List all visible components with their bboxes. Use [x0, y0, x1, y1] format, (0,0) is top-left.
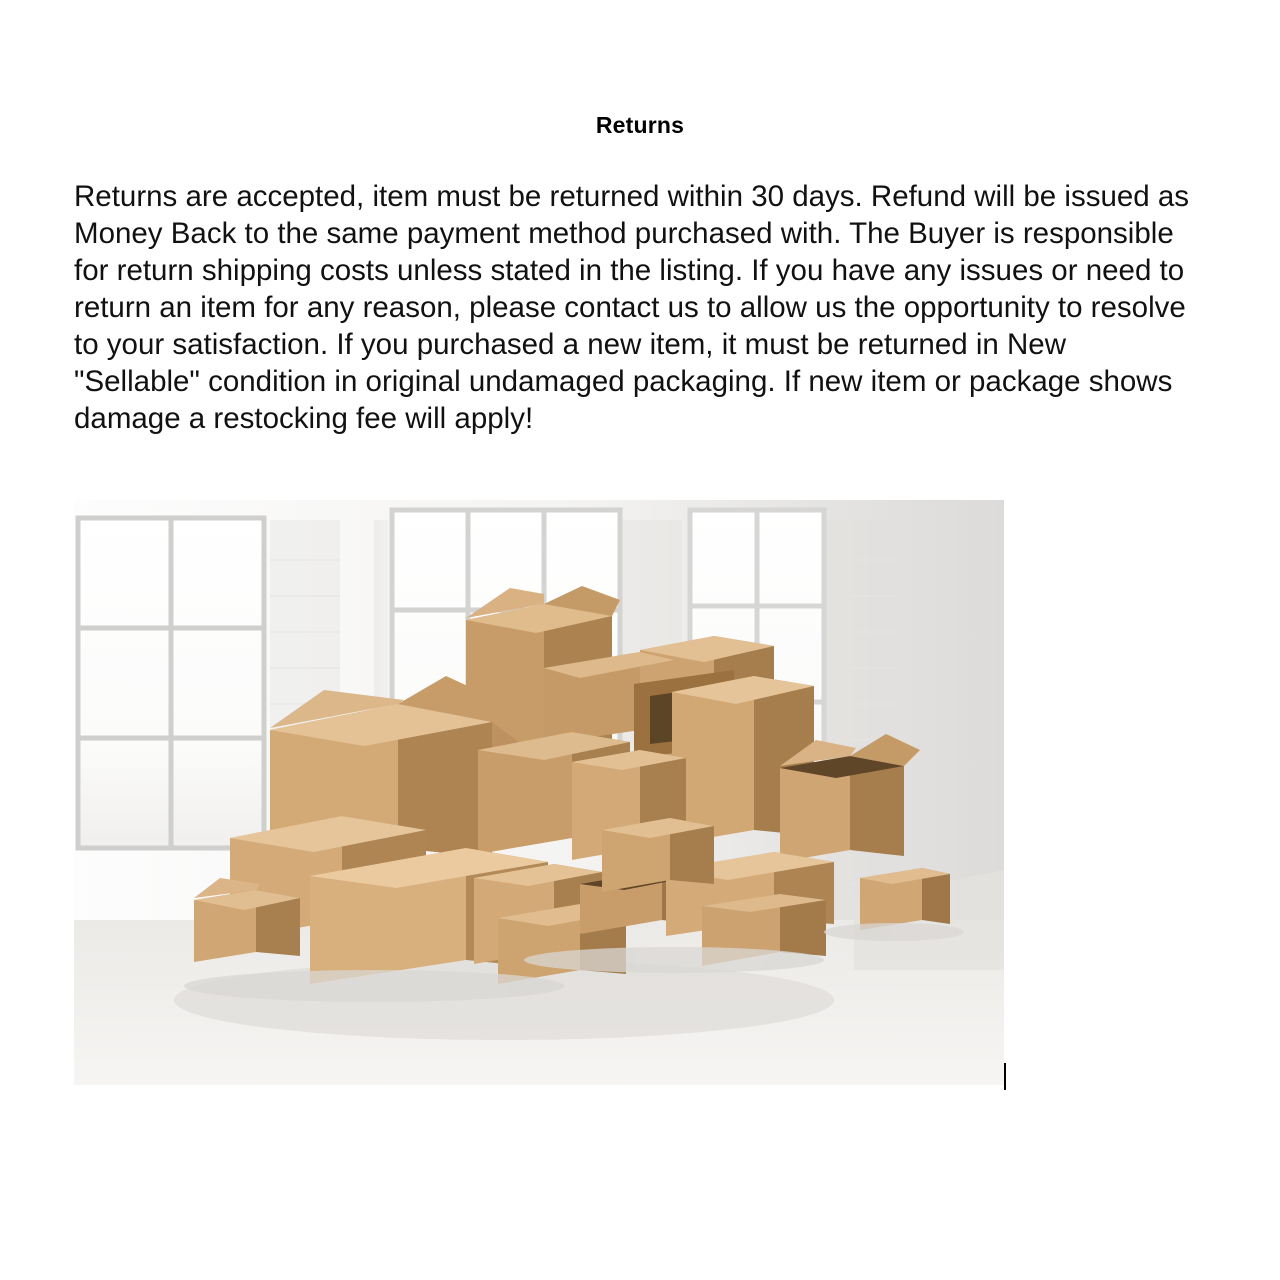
box-right-open [780, 734, 920, 862]
window-left [78, 518, 264, 848]
stack-of-cardboard-shipping-boxes-photo [74, 500, 1004, 1085]
page-title: Returns [595, 112, 685, 138]
returns-policy-paragraph: Returns are accepted, item must be returned within 30 days. Refund will be issued as Money Back to the same payment method purchased with. The Buyer is responsible for return shipping costs unless stated in the listing. If you have any issues or need to return an item for any reason, please contact us to allow us the opportunity to resolve to your satisfaction. If you purchased a new item, it must be returned in New "Sellable" condition in original undamaged packaging. If new item or package shows damage a restocking fee will apply! [74, 180, 1190, 435]
text-cursor [1004, 1063, 1006, 1090]
box-mid-small-stack [602, 818, 714, 892]
boxes-illustration [74, 500, 1004, 1085]
box-far-right-small [860, 868, 950, 930]
